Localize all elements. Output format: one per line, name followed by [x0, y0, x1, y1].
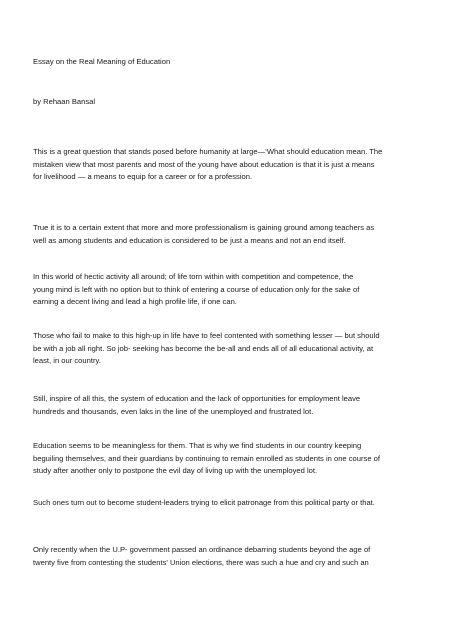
paragraph-line: for livelihood — a means to equip for a career or for a profession.: [33, 172, 253, 182]
paragraph-1: [33, 146, 445, 184]
paragraph-line: be with a job all right. So job- seeking has become the be-all and ends all of all educational activity, at: [33, 343, 374, 353]
paragraph-line: Those who fail to make to this high-up in life have to feel contented with something lesser — but should: [33, 331, 380, 340]
byline-text: by Rehaan Bansal: [33, 97, 96, 106]
paragraph-5: [33, 393, 445, 418]
paragraph-line: Still, inspire of all this, the system of education and the lack of opportunities for employment leave: [33, 394, 361, 403]
paragraph-line: True it is to a certain extent that more and more professionalism is gaining ground among teachers as: [33, 223, 375, 232]
paragraph-line: twenty five from contesting the students' Union elections, there was such a hue and cry and such an: [33, 557, 369, 567]
paragraph-line: This is a great question that stands posed before humanity at large—‘What should education mean. The: [33, 147, 383, 156]
paragraph-line: Such ones turn out to become student-leaders trying to elicit patronage from this political party or that.: [33, 498, 375, 507]
paragraph-7: [33, 497, 445, 510]
paragraph-3: [33, 271, 445, 309]
paragraph-line: least, in our country.: [33, 356, 101, 366]
title-text: Essay on the Real Meaning of Education: [33, 57, 171, 66]
paragraph-line: Only recently when the U.P- government passed an ordinance debarring students beyond the age of: [33, 545, 371, 554]
paragraph-4: [33, 330, 445, 368]
essay-title: [33, 56, 445, 69]
paragraph-line: study after another only to postpone the evil day of living up with the unemployed lot.: [33, 466, 318, 476]
paragraph-line: Education seems to be meaningless for them. That is why we find students in our country keeping: [33, 441, 362, 450]
paragraph-line: well as among students and education is considered to be just a means and not an end itself.: [33, 235, 346, 245]
paragraph-2: [33, 222, 445, 247]
paragraph-line: mistaken view that most parents and most of the young have about education is that it is just a means: [33, 159, 375, 169]
paragraph-line: earning a decent living and lead a high profile life, if one can.: [33, 297, 237, 307]
paragraph-line: young mind is left with no option but to think of entering a course of education only for the sake of: [33, 284, 360, 294]
paragraph-line: hundreds and thousands, even laks in the line of the unemployed and frustrated lot.: [33, 406, 314, 416]
paragraph-8: [33, 544, 445, 569]
author-byline: [33, 96, 445, 109]
paragraph-6: [33, 440, 445, 478]
paragraph-line: beguiling themselves, and their guardians by continuing to remain enrolled as students in one course of: [33, 453, 380, 463]
paragraph-line: In this world of hectic activity all around; of life torn within with competition and competence, the: [33, 272, 354, 281]
